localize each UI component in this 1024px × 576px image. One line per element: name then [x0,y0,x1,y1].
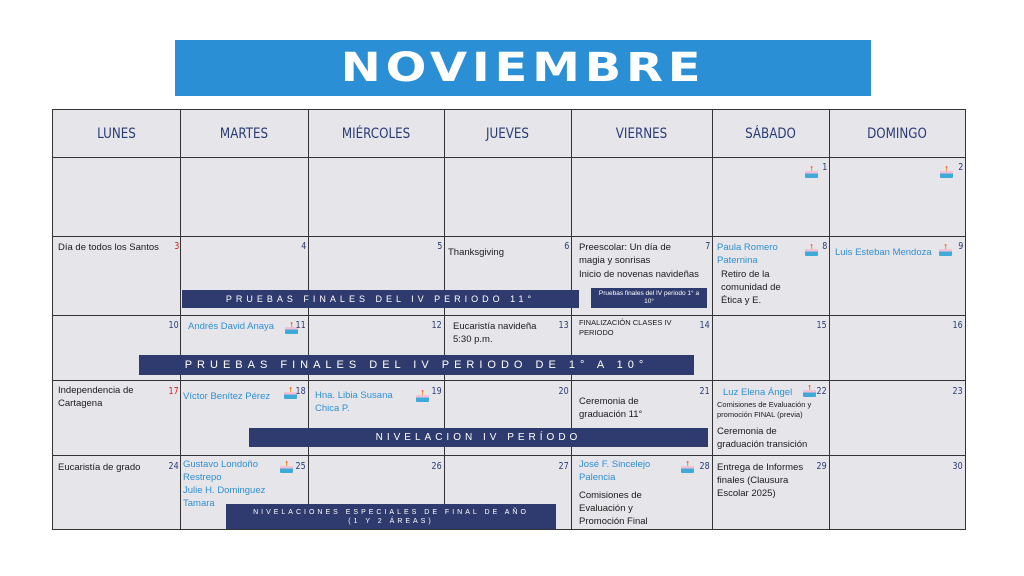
event-eucaristia-de-grado: Eucaristía de grado [58,462,141,473]
event-comisiones-previa: Comisiones de Evaluación y promoción FINAL (previa) [717,400,812,419]
day-number-9: 9 [957,241,963,252]
birthday-luis-esteban: Luis Esteban Mendoza [835,247,932,258]
row-divider [53,236,965,237]
birthday-cake-icon [679,461,696,474]
day-name-viernes: VIERNES [615,125,668,142]
column-divider [308,110,309,529]
day-name-lunes: LUNES [97,125,136,142]
column-divider [444,110,445,529]
event-eucaristia-navidena: Eucaristía navideña 5:30 p.m. [453,321,537,345]
day-number-29: 29 [816,461,827,472]
day-number-16: 16 [952,320,963,331]
day-number-28: 28 [699,461,710,472]
day-name-domingo: DOMINGO [867,125,927,142]
event-ceremonia-graduacion-transicion: Ceremonia de graduación transición [717,426,808,450]
day-name-jueves: JUEVES [486,125,529,142]
day-number-30: 30 [952,461,963,472]
day-name-martes: MARTES [219,125,269,142]
day-number-26: 26 [431,461,442,472]
day-name-sabado: SÁBADO [745,125,796,142]
day-number-10: 10 [168,320,179,331]
row-divider [53,380,965,381]
day-number-21: 21 [699,386,710,397]
day-number-23: 23 [952,386,963,397]
birthday-gustavo-londono: Gustavo Londoño Restrepo [183,459,259,483]
event-comisiones-final: Comisiones de Evaluación y Promoción Final [579,490,648,527]
event-dia-de-todos-los-santos: Día de todos los Santos [58,242,159,253]
event-finalizacion-clases: FINALIZACIÓN CLASES IV PERIODO [579,318,672,337]
day-number-17: 17 [168,386,179,397]
event-entrega-informes: Entrega de Informes finales (Clausura Escolar 2025) [717,462,804,499]
birthday-cake-icon [801,385,818,398]
day-number-8: 8 [821,241,827,252]
birthday-jose-sincelejo: José F. Sincelejo Palencia [579,459,651,483]
birthday-cake-icon [278,461,295,474]
day-number-14: 14 [699,320,710,331]
birthday-cake-icon [937,244,954,257]
column-divider [180,110,181,529]
day-number-1: 1 [821,162,827,173]
birthday-luz-elena: Luz Elena Ángel [723,387,793,398]
birthday-julie-dominguez: Julie H. Dominguez Tamara [183,485,266,509]
month-banner [175,40,871,96]
column-divider [829,110,830,529]
birthday-libia-susana: Hna. Libia Susana Chica P. [315,390,393,414]
row-divider [53,157,965,158]
event-ceremonia-graduacion-11: Ceremonia de graduación 11° [579,396,643,420]
day-name-miercoles: MIÉRCOLES [341,125,411,142]
day-number-19: 19 [431,386,442,397]
day-number-25: 25 [295,461,306,472]
birthday-cake-icon [803,166,820,179]
month-title: NOVIEMBRE [340,45,706,91]
day-number-15: 15 [816,320,827,331]
day-number-4: 4 [300,241,306,252]
day-number-2: 2 [957,162,963,173]
birthday-cake-icon [414,390,431,403]
band-nivelaciones-especiales [226,504,556,529]
calendar-grid [52,109,966,530]
day-number-6: 6 [563,241,569,252]
event-preescolar: Preescolar: Un día de magia y sonrisas [579,242,671,266]
band-nivelacion-iv-periodo: NIVELACION IV PERÍODO [249,428,708,447]
day-number-13: 13 [558,320,569,331]
band-nivelaciones-especiales-title: NIVELACIONES ESPECIALES DE FINAL DE AÑO [253,508,529,516]
column-divider [712,110,713,529]
row-divider [53,315,965,316]
band-pruebas-finales-1-a-10-small: Pruebas finales del IV periodo 1° a 10° [591,288,707,308]
event-independencia-cartagena: Independencia de Cartagena [58,385,134,409]
day-number-22: 22 [816,386,827,397]
day-number-18: 18 [295,386,306,397]
row-divider [53,455,965,456]
day-number-11: 11 [295,320,306,331]
band-pruebas-finales-1-a-10: PRUEBAS FINALES DEL IV PERIODO DE 1° A 10° [139,355,694,375]
birthday-victor-benitez: Víctor Benítez Pérez [183,391,271,402]
day-number-27: 27 [558,461,569,472]
band-nivelaciones-especiales-subtitle: (1 Y 2 ÁREAS) [348,517,434,525]
birthday-cake-icon [938,166,955,179]
event-inicio-novenas: Inicio de novenas navideñas [579,269,699,280]
column-divider [571,110,572,529]
day-number-24: 24 [168,461,179,472]
event-retiro-comunidad: Retiro de la comunidad de Ética y E. [721,269,781,306]
birthday-cake-icon [803,244,820,257]
birthday-paula-romero: Paula Romero Paternina [717,242,778,266]
day-number-7: 7 [704,241,710,252]
birthday-andres-david: Andrés David Anaya [188,321,275,332]
day-number-20: 20 [558,386,569,397]
event-thanksgiving: Thanksgiving [448,247,504,258]
day-number-3: 3 [173,241,179,252]
band-pruebas-finales-11: PRUEBAS FINALES DEL IV PERIODO 11° [182,290,579,308]
day-number-5: 5 [436,241,442,252]
day-number-12: 12 [431,320,442,331]
